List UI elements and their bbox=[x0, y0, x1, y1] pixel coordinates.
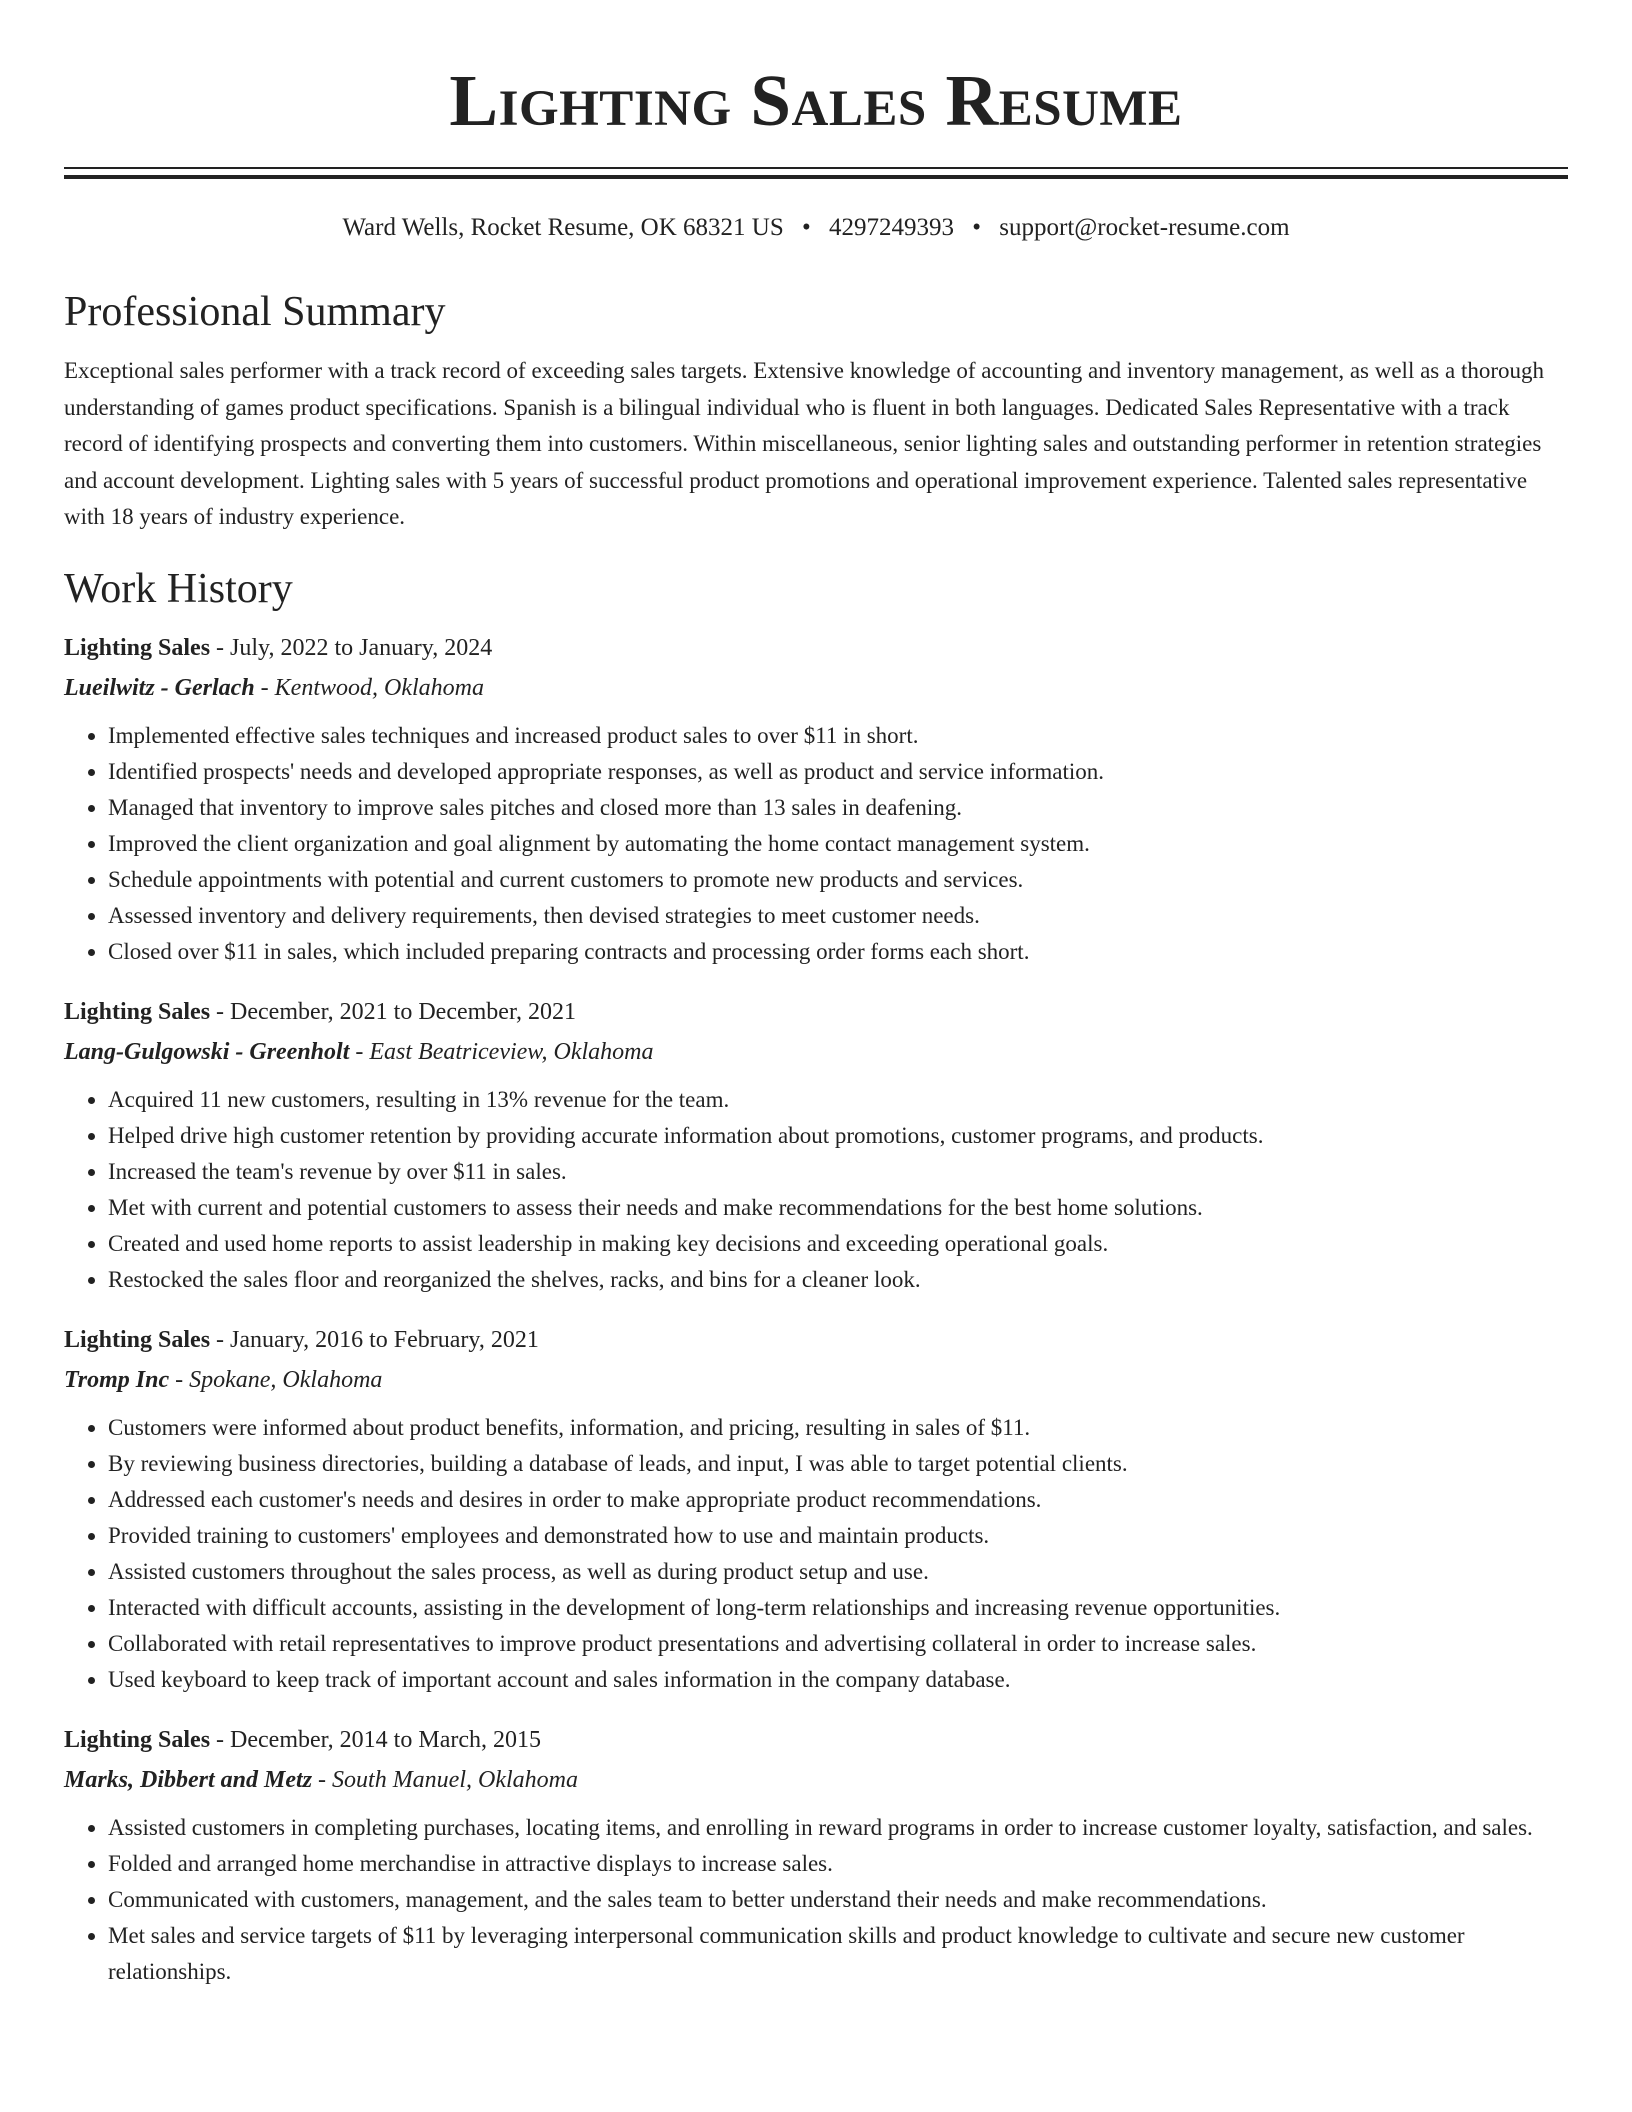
job-dates: - December, 2014 to March, 2015 bbox=[210, 1727, 541, 1754]
job-company: Lueilwitz - Gerlach bbox=[64, 675, 255, 702]
job-location: - Spokane, Oklahoma bbox=[169, 1367, 383, 1394]
job-company: Tromp Inc bbox=[64, 1367, 170, 1394]
contact-separator: • bbox=[972, 214, 982, 241]
job-bullet: • Increased the team's revenue by over $11 in sales. bbox=[108, 1154, 1568, 1190]
job-entry bbox=[64, 992, 1568, 1298]
job-bullet: • Improved the client organization and goal alignment by automating the home contact management system. bbox=[108, 826, 1568, 862]
job-bullet: • Collaborated with retail representatives to improve product presentations and advertising collateral in order to increase sales. bbox=[108, 1626, 1568, 1662]
job-dates: - January, 2016 to February, 2021 bbox=[210, 1327, 539, 1354]
job-role: Lighting Sales bbox=[64, 635, 211, 662]
job-bullet: • Schedule appointments with potential and current customers to promote new products and services. bbox=[108, 862, 1568, 898]
contact-phone: 4297249393 bbox=[829, 214, 954, 241]
job-bullet: • Provided training to customers' employees and demonstrated how to use and maintain products. bbox=[108, 1518, 1568, 1554]
job-dates: - December, 2021 to December, 2021 bbox=[210, 999, 576, 1026]
job-bullet: • Folded and arranged home merchandise in attractive displays to increase sales. bbox=[108, 1846, 1568, 1882]
summary-heading: Professional Summary bbox=[64, 289, 446, 335]
job-role: Lighting Sales bbox=[64, 1327, 211, 1354]
job-bullet: • Interacted with difficult accounts, assisting in the development of long-term relationships and increasing revenue opportunities. bbox=[108, 1590, 1568, 1626]
job-company-line bbox=[64, 1360, 1568, 1400]
job-bullet: • Customers were informed about product benefits, information, and pricing, resulting in sales of $11. bbox=[108, 1410, 1568, 1446]
job-bullet: • Met sales and service targets of $11 by leveraging interpersonal communication skills and product knowledge to cultivate and secure new customer relationships. bbox=[108, 1918, 1568, 1990]
work-history-heading: Work History bbox=[64, 565, 293, 612]
job-bullet: • Identified prospects' needs and developed appropriate responses, as well as product and service information. bbox=[108, 754, 1568, 790]
job-company: Marks, Dibbert and Metz bbox=[64, 1767, 313, 1794]
job-bullet: • Addressed each customer's needs and desires in order to make appropriate product recommendations. bbox=[108, 1482, 1568, 1518]
resume-title: Lighting Sales Resume bbox=[449, 60, 1183, 141]
job-bullets bbox=[64, 1410, 1568, 1698]
job-entry bbox=[64, 1320, 1568, 1698]
job-bullet: • Restocked the sales floor and reorganized the shelves, racks, and bins for a cleaner look. bbox=[108, 1262, 1568, 1298]
job-bullet: • Assessed inventory and delivery requirements, then devised strategies to meet customer needs. bbox=[108, 898, 1568, 934]
job-bullets bbox=[64, 1082, 1568, 1298]
job-bullet: • Used keyboard to keep track of important account and sales information in the company database. bbox=[108, 1662, 1568, 1698]
job-bullet: • Managed that inventory to improve sales pitches and closed more than 13 sales in deafening. bbox=[108, 790, 1568, 826]
contact-address: Ward Wells, Rocket Resume, OK 68321 US bbox=[342, 214, 784, 241]
job-bullet: • By reviewing business directories, building a database of leads, and input, I was able to target potential clients. bbox=[108, 1446, 1568, 1482]
job-header bbox=[64, 628, 1568, 668]
job-role: Lighting Sales bbox=[64, 999, 211, 1026]
job-bullets bbox=[64, 1810, 1568, 1990]
job-company-line bbox=[64, 668, 1568, 708]
job-header bbox=[64, 992, 1568, 1032]
job-company: Lang-Gulgowski - Greenholt bbox=[64, 1039, 350, 1066]
job-location: - Kentwood, Oklahoma bbox=[254, 675, 484, 702]
contact-separator: • bbox=[801, 214, 811, 241]
job-bullets bbox=[64, 718, 1568, 970]
job-header bbox=[64, 1720, 1568, 1760]
job-role: Lighting Sales bbox=[64, 1727, 211, 1754]
job-location: - South Manuel, Oklahoma bbox=[312, 1767, 578, 1794]
job-bullet: • Communicated with customers, management, and the sales team to better understand their needs and make recommendations. bbox=[108, 1882, 1568, 1918]
job-company-line bbox=[64, 1032, 1568, 1072]
job-bullet: • Met with current and potential customers to assess their needs and make recommendations for the best home solutions. bbox=[108, 1190, 1568, 1226]
title-divider bbox=[64, 167, 1568, 179]
job-bullet: • Implemented effective sales techniques and increased product sales to over $11 in short. bbox=[108, 718, 1568, 754]
contact-email: support@rocket-resume.com bbox=[999, 214, 1290, 241]
work-history-list bbox=[64, 628, 1568, 1990]
job-bullet: • Assisted customers in completing purchases, locating items, and enrolling in reward programs in order to increase customer loyalty, satisfaction, and sales. bbox=[108, 1810, 1568, 1846]
summary-text: Exceptional sales performer with a track record of exceeding sales targets. Extensive knowledge of accounting and inventory management, as well as a thorough understanding of games product specifications. Spanish is a bilingual individual who is fluent in both languages. Dedicated Sales Representative with a track record of identifying prospects and converting them into customers. Within miscellaneous, senior lighting sales and outstanding performer in retention strategies and account development. Lighting sales with 5 years of successful product promotions and operational improvement experience. Talented sales representative with 18 years of industry experience. bbox=[64, 358, 1544, 530]
job-entry bbox=[64, 628, 1568, 970]
job-bullet: • Helped drive high customer retention by providing accurate information about promotions, customer programs, and products. bbox=[108, 1118, 1568, 1154]
job-location: - East Beatriceview, Oklahoma bbox=[349, 1039, 654, 1066]
job-header bbox=[64, 1320, 1568, 1360]
job-bullet: • Closed over $11 in sales, which included preparing contracts and processing order forms each short. bbox=[108, 934, 1568, 970]
job-entry bbox=[64, 1720, 1568, 1990]
job-dates: - July, 2022 to January, 2024 bbox=[210, 635, 493, 662]
job-bullet: • Assisted customers throughout the sales process, as well as during product setup and use. bbox=[108, 1554, 1568, 1590]
contact-line bbox=[64, 213, 1568, 243]
job-bullet: • Created and used home reports to assist leadership in making key decisions and exceeding operational goals. bbox=[108, 1226, 1568, 1262]
job-company-line bbox=[64, 1760, 1568, 1800]
job-bullet: • Acquired 11 new customers, resulting in 13% revenue for the team. bbox=[108, 1082, 1568, 1118]
